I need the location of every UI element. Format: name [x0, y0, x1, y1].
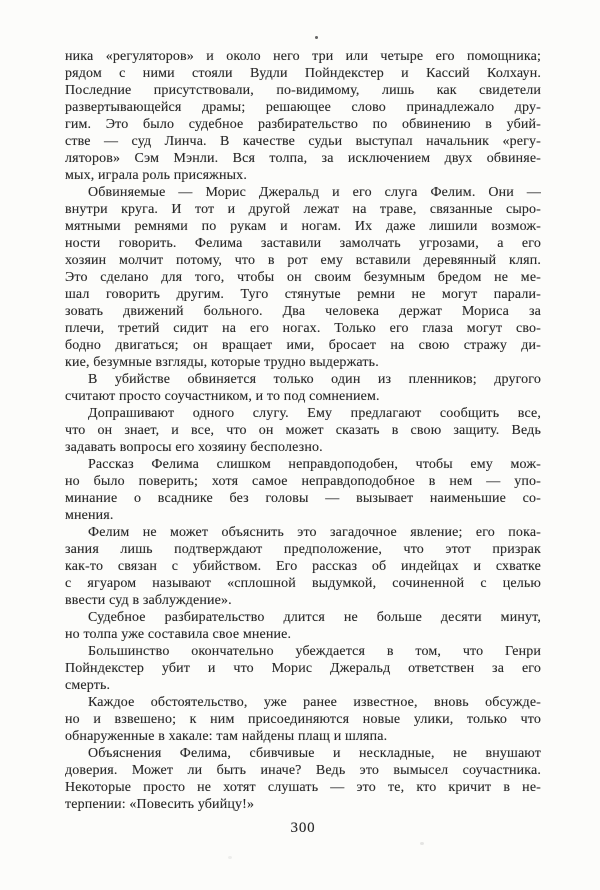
paragraph — [65, 609, 541, 643]
text-line: развертывающейся драмы; решающее слово принадлежало дру- — [65, 100, 541, 115]
text-line: доверия. Может ли быть иначе? Ведь это вымысел соучастника. — [65, 763, 541, 778]
text-line: Некоторые просто не хотят слушать — это те, кто кричит в не- — [65, 780, 541, 795]
text-line: Обвиняемые — Морис Джеральд и его слуга Фелим. Они — — [88, 185, 541, 200]
text-line: ности говорить. Фелима заставили замолчать угрозами, а его — [65, 236, 541, 251]
paragraph — [65, 524, 541, 609]
text-line: хозяин молчит потому, что в рот ему вставили деревянный кляп. — [65, 253, 541, 268]
text-line: что он знает, и все, что он может сказать в свою защиту. Ведь — [65, 423, 541, 438]
text-line: рядом с ними стояли Вудли Пойндекстер и Кассий Колхаун. — [65, 66, 541, 81]
text-line: считают просто соучастником, и то под сомнением. — [65, 389, 380, 404]
paragraph — [65, 48, 541, 184]
text-line: бодно двигаться; он вращает ими, бросает на свою стражу ди- — [65, 338, 541, 353]
text-line: мых, играла роль присяжных. — [65, 168, 247, 183]
text-line: Это сделано для того, чтобы он своим безумным бредом не ме- — [65, 270, 541, 285]
text-line: стве — суд Линча. В качестве судьи выступал начальник «регу- — [65, 134, 541, 149]
text-line: Рассказ Фелима слишком неправдоподобен, чтобы ему мож- — [88, 457, 541, 472]
scan-speck — [228, 856, 232, 859]
text-line: зовать движений больного. Два человека держат Мориса за — [65, 304, 541, 319]
text-line: Допрашивают одного слугу. Ему предлагают сообщить все, — [88, 406, 541, 421]
text-line: но и взвешено; к ним присоединяются новые улики, только что — [65, 712, 541, 727]
text-line: шал говорить другим. Туго стянутые ремни не могут парали- — [65, 287, 541, 302]
text-line: зания лишь подтверждают предположение, что этот призрак — [65, 542, 541, 557]
text-line: Последние присутствовали, по-видимому, лишь как свидетели — [65, 83, 541, 98]
scan-speck — [420, 842, 424, 845]
text-line: внутри круга. И тот и другой лежат на траве, связанные сыро- — [65, 202, 541, 217]
text-line: задавать вопросы его хозяину бесполезно. — [65, 440, 323, 455]
paragraph — [65, 405, 541, 456]
text-line: обнаруженные в хакале: там найдены плащ и шляпа. — [65, 729, 388, 744]
text-line: Большинство окончательно убеждается в том, что Генри — [88, 644, 541, 659]
text-line: терпении: «Повесить убийцу!» — [65, 797, 255, 812]
text-line: Объяснения Фелима, сбивчивые и нескладные, не внушают — [88, 746, 541, 761]
text-line: плечи, третий сидит на его ногах. Только его глаза могут сво- — [65, 321, 541, 336]
text-line: Судебное разбирательство длится не больше десяти минут, — [88, 610, 541, 625]
text-line: но толпа уже составила свое мнение. — [65, 627, 292, 642]
text-line: мятными ремнями по рукам и ногам. Их даже лишили возмож- — [65, 219, 541, 234]
text-line: В убийстве обвиняется только один из пленников; другого — [88, 372, 541, 387]
text-line: смерть. — [65, 678, 111, 693]
text-line: мнения. — [65, 508, 114, 523]
text-line: как-то связан с убийством. Его рассказ об индейцах и схватке — [65, 559, 541, 574]
text-line: Каждое обстоятельство, уже ранее известное, вновь обсужде- — [88, 695, 541, 710]
page-text — [65, 48, 541, 813]
paragraph — [65, 371, 541, 405]
paragraph — [65, 456, 541, 524]
text-line: гим. Это было судебное разбирательство по обвинению в убий- — [65, 117, 541, 132]
text-line: кие, безумные взгляды, которые трудно выдержать. — [65, 355, 379, 370]
paragraph — [65, 643, 541, 694]
text-line: ввести суд в заблуждение». — [65, 593, 232, 608]
paragraph — [65, 745, 541, 813]
text-line: минание о всаднике без головы — вызывает наименьшие со- — [65, 491, 541, 506]
page-number: 300 — [290, 820, 316, 836]
text-line: с ягуаром называют «сплошной выдумкой, сочиненной с целью — [65, 576, 541, 591]
text-line: Фелим не может объяснить это загадочное явление; его пока- — [88, 525, 541, 540]
text-line: Пойндекстер убит и что Морис Джеральд ответствен за его — [65, 661, 541, 676]
text-line: но было поверить; хотя самое неправдоподобное в нем — упо- — [65, 474, 541, 489]
ink-speck — [315, 36, 318, 39]
paragraph — [65, 694, 541, 745]
paragraph — [65, 184, 541, 371]
text-line: ника «регуляторов» и около него три или четыре его помощника; — [65, 49, 541, 64]
text-line: ляторов» Сэм Мэнли. Вся толпа, за исключением двух обвиняе- — [65, 151, 541, 166]
